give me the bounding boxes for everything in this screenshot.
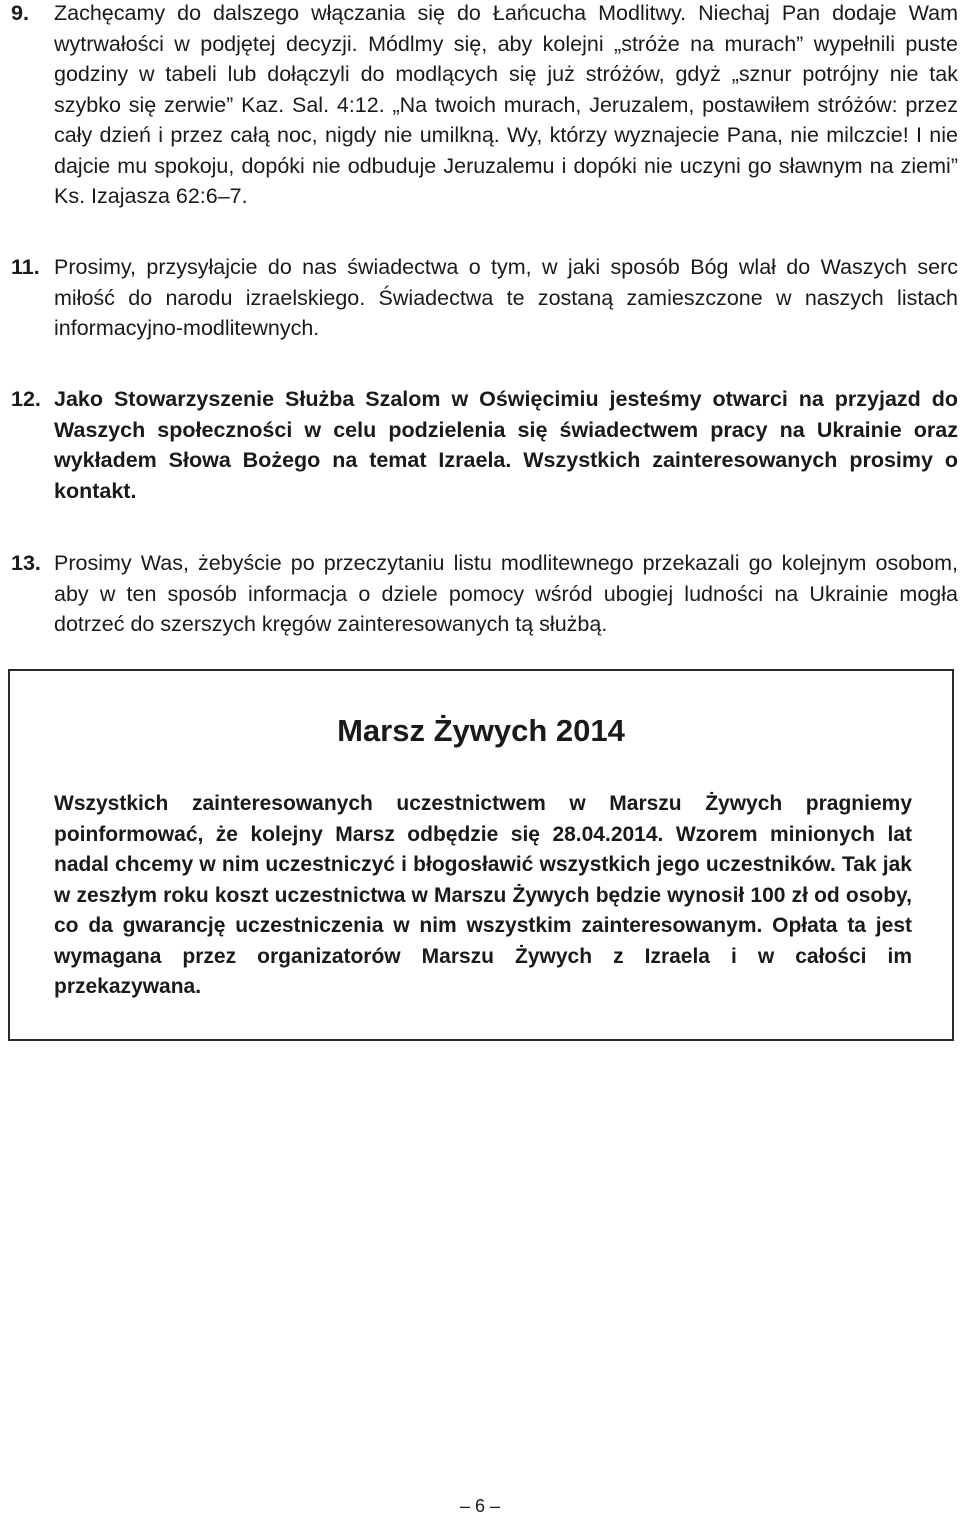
item-paragraph: Prosimy Was, żebyście po przeczytaniu listu modlitewnego przekazali go kolejnym osobom, aby w ten sposób informacja o dziele pomocy wśród ubogiej ludności na Ukrainie mogła dotrzeć do szerszych kręgów zainteresowanych tą służbą. <box>54 551 958 636</box>
item-number: 11. <box>11 255 40 279</box>
announcement-body: Wszystkich zainteresowanych uczestnictwem w Marszu Żywych pragniemy poinformować, że kolejny Marsz odbędzie się 28.04.2014. Wzorem minionych lat nadal chcemy w nim uczestniczyć i błogosławić wszystkich jego uczestników. Tak jak w zeszłym roku koszt uczestnictwa w Marszu Żywych będzie wynosił 100 zł od osoby, co da gwarancję uczestniczenia w nim wszystkim zainteresowanym. Opłata ta jest wymagana przez organizatorów Marszu Żywych z Izraela i w całości im przekazywana. <box>54 792 912 998</box>
announcement-title: Marsz Żywych 2014 <box>337 713 625 748</box>
item-paragraph: Jako Stowarzyszenie Służba Szalom w Oświęcimiu jesteśmy otwarci na przyjazd do Waszych społeczności w celu podzielenia się świadectwem pracy na Ukrainie oraz wykładem Słowa Bożego na temat Izraela. Wszystkich zainteresowanych prosimy o kontakt. <box>54 387 958 503</box>
item-number: 12. <box>11 387 41 411</box>
item-number: 9. <box>11 1 29 25</box>
item-paragraph: Prosimy, przysyłajcie do nas świadectwa o tym, w jaki sposób Bóg wlał do Waszych serc miłość do narodu izraelskiego. Świadectwa te zostaną zamieszczone w naszych listach informacyjno-modlitewnych. <box>54 255 958 340</box>
list-item-11 <box>0 252 960 344</box>
item-text <box>54 384 958 506</box>
item-text <box>54 252 958 344</box>
page-number: – 6 – <box>459 1496 501 1516</box>
item-number: 13. <box>11 551 41 575</box>
list-item-12 <box>0 384 960 506</box>
item-text <box>54 0 958 212</box>
list-item-13 <box>0 548 960 640</box>
announcement-box <box>8 669 954 1041</box>
item-text <box>54 548 958 640</box>
list-item-9 <box>0 0 960 212</box>
item-paragraph: Zachęcamy do dalszego włączania się do Łańcucha Modlitwy. Niechaj Pan dodaje Wam wytrwałości w podjętej decyzji. Módlmy się, aby kolejni „stróże na murach” wypełnili puste godziny w tabeli lub dołączyli do modlących się już stróżów, gdyż „sznur potrójny nie tak szybko się zerwie” Kaz. Sal. 4:12. „Na twoich murach, Jeruzalem, postawiłem stróżów: przez cały dzień i przez całą noc, nigdy nie umilkną. Wy, którzy wyznajecie Pana, nie milczcie! I nie dajcie mu spokoju, dopóki nie odbuduje Jeruzalemu i dopóki nie uczyni go sławnym na ziemi” Ks. Izajasza 62:6–7. <box>54 1 958 208</box>
